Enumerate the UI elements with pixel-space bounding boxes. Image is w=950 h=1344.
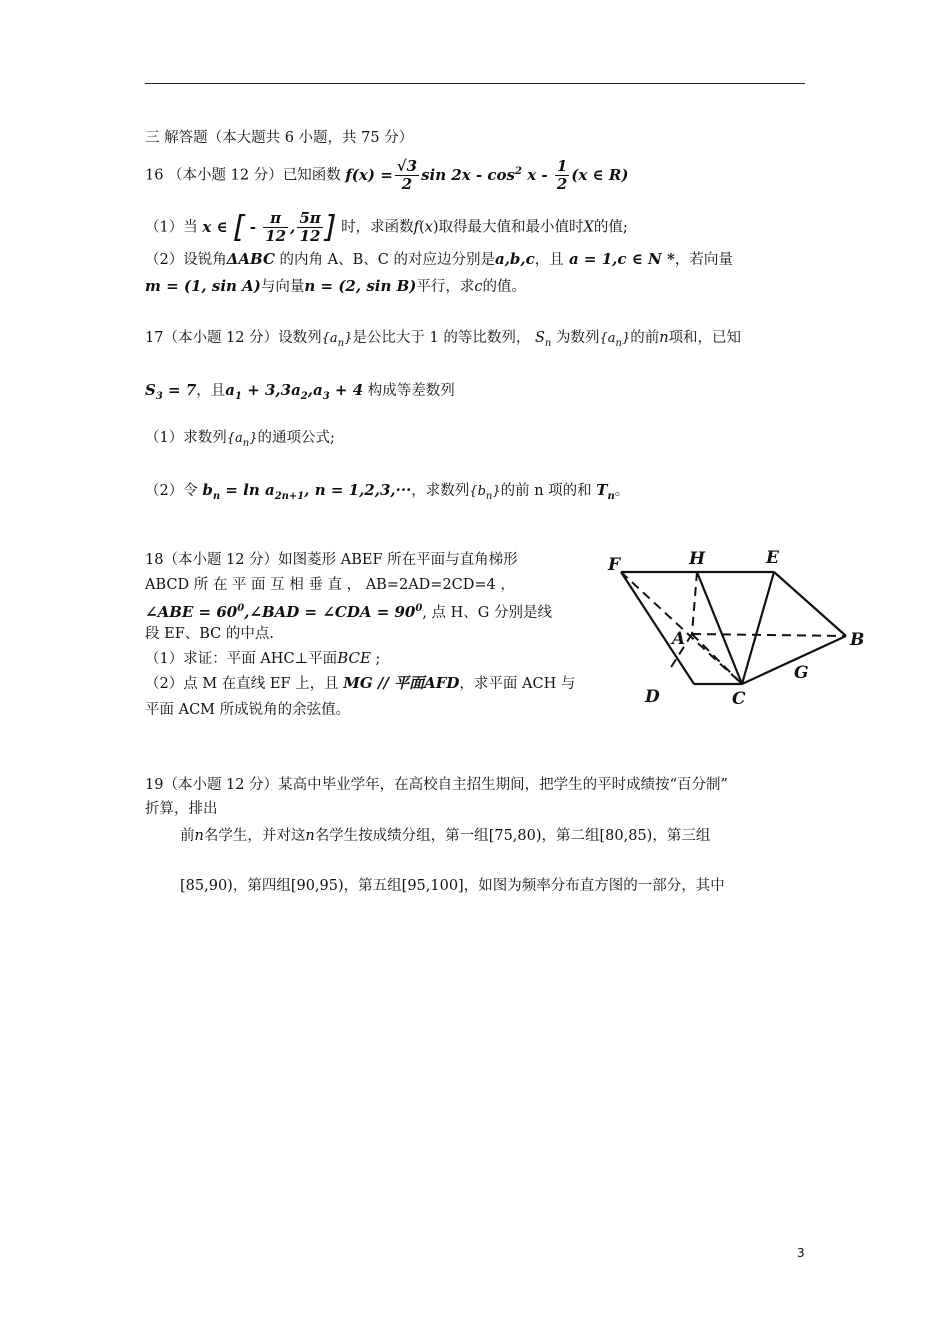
q16-fx: f [413, 219, 419, 236]
q16-part2-label: （2）设锐角 [145, 252, 227, 268]
q16-part1-label: （1）当 [145, 219, 198, 236]
q17-text3: 的前 [630, 330, 660, 346]
q19-n-2: n [305, 828, 315, 844]
section-heading: 三 解答题（本大题共 6 小题，共 75 分） [145, 130, 414, 146]
label-E: E [766, 548, 779, 568]
q16-part2-text: 的内角 A、B、C 的对应边分别是 [279, 252, 495, 268]
perp-symbol: ⊥ [294, 651, 309, 667]
q16-sides-formula: a,b,c [494, 250, 535, 268]
q17-text5: ，且 [196, 383, 226, 399]
edge-AC-dashed [692, 634, 742, 684]
q17-text1: 是公比大于 1 的等比数列， [352, 330, 531, 346]
q17-part2 [145, 480, 629, 507]
q17-S3-formula: $S_3 = 7$ [145, 381, 197, 402]
label-C: C [732, 689, 746, 709]
q18-part2-text: （2）点 M 在直线 EF 上，且 [145, 676, 339, 692]
q18-line6 [145, 673, 575, 694]
q19-text2: 名学生，并对这 [203, 828, 306, 844]
q17-lead: 17（本小题 12 分）设数列 [145, 330, 322, 346]
q17-condition [145, 380, 455, 407]
q16-function-formula: f(x) = $\frac{√3}{2}$ $\sin 2x - \cos^2 x$ - $\frac{1}{2}$ (x ∈ R) [345, 157, 629, 193]
q19-line4 [180, 876, 725, 896]
q19-text1: 前 [180, 828, 195, 844]
label-A: A [672, 629, 686, 649]
q17-text2: 为数列 [555, 330, 600, 346]
q16-part1-text2: 取得最大值和最小值时 [438, 219, 584, 236]
q16-stem [145, 158, 628, 193]
q18-parallel-formula: MG // 平面AFD [343, 674, 460, 692]
q19-n: n [194, 828, 204, 844]
q19-text8: ，如图为频率分布直方图的一部分，其中 [463, 878, 725, 894]
q17-part1 [145, 428, 335, 454]
q16-lead: 16 （本小题 12 分）已知函数 [145, 167, 341, 184]
q18-geometry-figure [600, 542, 870, 712]
q17-part2-text3: 。 [614, 483, 630, 499]
q16-part2-text2: ，且 [534, 252, 564, 268]
q16-part2-text5: 平行，求 [416, 279, 475, 295]
q18-line2: ABCD 所 在 平 面 互 相 垂 直 ， AB=2AD=2CD=4 ， [145, 577, 515, 593]
q19-text4: ，第二组 [541, 828, 600, 844]
q17-bn-formula: $b_n = \ln a_{2n+1}$, n = 1,2,3,··· [202, 481, 412, 502]
q18-part1-text: （1）求证：平面 AHC [145, 651, 295, 667]
q17-seq-bn: $\{b_n\}$ [469, 484, 501, 502]
edge-FD [621, 572, 694, 684]
label-D: D [645, 687, 660, 707]
edge-AB-dashed [692, 634, 846, 636]
q18-line7: 平面 ACM 所成锐角的余弦值。 [145, 702, 351, 718]
q19-group2: [80,85) [599, 828, 653, 844]
q17-part1-text: 的通项公式; [257, 430, 335, 446]
q16-part2-text3: ，若向量 [674, 252, 733, 268]
q17-text4: 项和，已知 [668, 330, 742, 346]
q19-line3 [180, 826, 710, 846]
edge-HA-dashed [692, 572, 697, 634]
q16-c: c [474, 279, 483, 295]
q17-stem [145, 328, 741, 354]
q19-group4: [90,95) [290, 878, 344, 894]
q17-n: n [659, 330, 669, 346]
q17-Sn: $S_n$ [534, 330, 552, 349]
page-number: 3 [797, 1246, 805, 1260]
label-G: G [794, 663, 809, 683]
q17-Tn: $T_n$ [596, 481, 615, 502]
q16-part1-text3: 的值; [593, 219, 628, 236]
q18-part1-text2: 平面 [308, 651, 338, 667]
q18-plane-BCE: BCE [337, 649, 371, 667]
q19-text6: ，第四组 [232, 878, 291, 894]
label-F: F [608, 555, 621, 575]
q16-x: X [583, 219, 594, 236]
q17-text6: 构成等差数列 [367, 383, 455, 399]
q19-line2: 折算，排出 [145, 801, 218, 817]
q18-line4: 段 EF、BC 的中点. [145, 626, 274, 642]
q18-line1: 18（本小题 12 分）如图菱形 ABEF 所在平面与直角梯形 [145, 552, 518, 568]
q16-part1-text: 时，求函数 [341, 219, 414, 236]
edge-EC [742, 572, 774, 684]
label-B: B [850, 630, 865, 650]
header-rule [145, 83, 805, 84]
q17-seq-an: $\{a_n\}$ [321, 331, 353, 349]
q16-interval-formula: x ∈ [ - $\frac{\pi}{12}$ , $\frac{5\pi}{12}$ ] [202, 209, 337, 245]
q19-text7: ，第五组 [343, 878, 402, 894]
edge-HC [697, 572, 742, 684]
q16-part2-line2 [145, 276, 526, 297]
q19-group1: [75,80) [488, 828, 542, 844]
label-H: H [689, 549, 706, 569]
q17-seq-an-3: $\{a_n\}$ [226, 431, 258, 449]
q18-line3-text: , 点 H、G 分别是线 [422, 605, 552, 621]
q16-triangle-formula: ΔABC [226, 250, 275, 268]
q19-text3: 名学生按成绩分组，第一组 [314, 828, 489, 844]
q18-angles-formula: ∠ABE = $60^0,\angle BAD$ = ∠CDA = $90^0$ [145, 603, 423, 621]
q17-part2-text: ，求数列 [411, 483, 470, 499]
q16-part2-line1 [145, 249, 733, 270]
q17-terms-formula: $a_1 + 3,3a_2,a_3 + 4$ [225, 381, 364, 402]
q19-group3: [85,90) [180, 878, 233, 894]
q18-line3 [145, 599, 552, 623]
q17-seq-an-2: $\{a_n\}$ [599, 331, 631, 349]
q17-part2-label: （2）令 [145, 483, 198, 499]
q17-part2-text2: 的前 n 项的和 [500, 483, 592, 499]
q17-part1-label: （1）求数列 [145, 430, 227, 446]
q19-line1: 19（本小题 12 分）某高中毕业学年，在高校自主招生期间，把学生的平时成绩按“百分制” [145, 777, 728, 793]
q16-part2-text4: 与向量 [260, 279, 305, 295]
edge-EB [774, 572, 846, 636]
q16-vector-n-formula: n = (2, sin B) [304, 277, 417, 295]
q18-line5: （1）求证：平面 AHC⊥平面BCE ; [145, 649, 381, 667]
q19-text5: ，第三组 [652, 828, 711, 844]
q16-vector-m-formula: m = (1, sin A) [145, 277, 261, 295]
q16-part1: （1）当 x ∈ [ - $\frac{\pi}{12}$ , $\frac{5\pi}{12}$ ] 时，求函数f(x)取得最大值和最小值时X的值; [145, 209, 628, 245]
q18-part2-text2: ，求平面 ACH 与 [459, 676, 576, 692]
q16-part2-text6: 的值。 [482, 279, 526, 295]
q19-group5: [95,100] [401, 878, 464, 894]
q16-condition-formula: a = 1,c ∈ N * [563, 250, 675, 268]
